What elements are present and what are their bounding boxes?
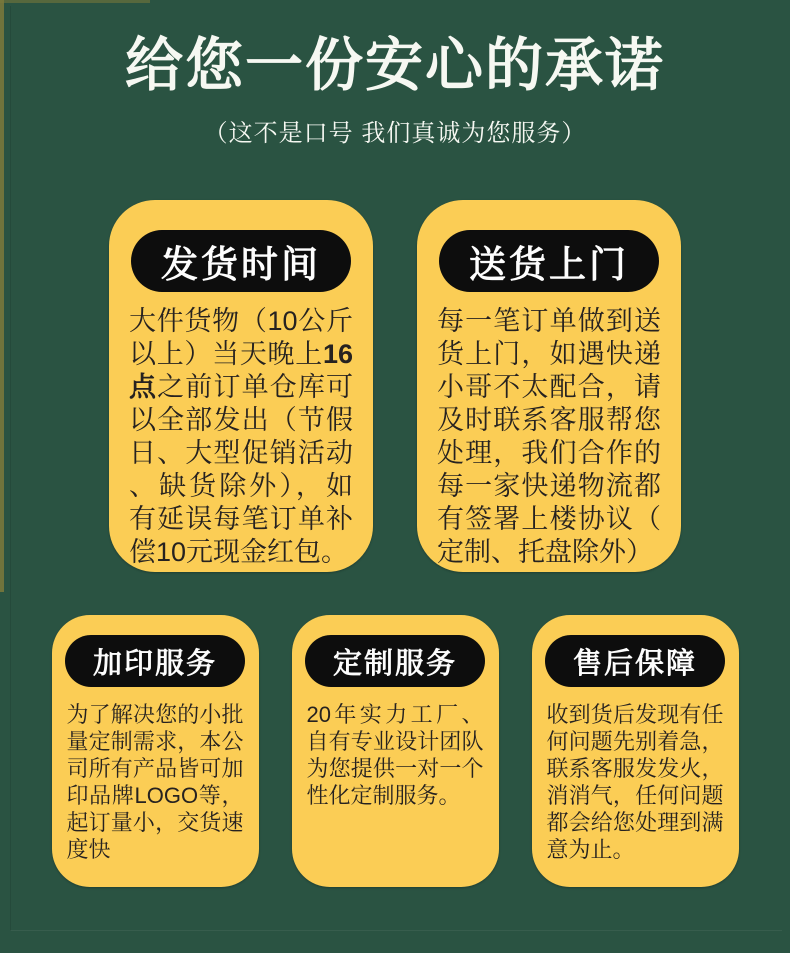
card-title-label: 加印服务 [92, 647, 217, 680]
card-body-text: 大件货物（10公斤以上）当天晚上16点之前订单仓库可以全部发出（节假日、大型促销活动、缺货除外），如有延误每笔订单补偿10元现金红包。 [129, 306, 354, 567]
card-body-text: 每一笔订单做到送货上门，如遇快递小哥不太配合，请及时联系客服帮您处理，我们合作的每一家快递物流都有签署上楼协议（定制、托盘除外） [437, 306, 661, 567]
page-title: 给您一份安心的承诺 [124, 33, 665, 98]
card-body-text: 收到货后发现有任何问题先别着急，联系客服发发火，消消气，任何问题都会给您处理到满意为止。 [546, 702, 724, 862]
card-shipping-time [109, 200, 373, 572]
card-print-service [52, 615, 259, 887]
card-title-pill [305, 635, 485, 687]
card-title-label: 发货时间 [161, 244, 321, 285]
card-custom-service [292, 615, 499, 887]
promise-row-bottom [0, 615, 790, 887]
page-subtitle: （这不是口号 我们真诚为您服务） [203, 120, 587, 147]
card-door-delivery [417, 200, 681, 572]
top-edge-artifact [0, 0, 150, 3]
card-title-pill [65, 635, 245, 687]
card-body-text: 为了解决您的小批量定制需求，本公司所有产品皆可加印品牌LOGO等，起订量小，交货速度快 [66, 702, 244, 862]
card-after-sales [532, 615, 739, 887]
card-title-label: 定制服务 [332, 647, 457, 680]
card-title-pill [545, 635, 725, 687]
card-title-label: 送货上门 [469, 244, 629, 285]
card-body-text: 20年实力工厂、自有专业设计团队为您提供一对一个性化定制服务。 [306, 702, 484, 808]
card-title-pill [131, 230, 351, 292]
card-title-pill [439, 230, 659, 292]
card-title-label: 售后保障 [572, 647, 697, 680]
promise-row-top [0, 200, 790, 572]
